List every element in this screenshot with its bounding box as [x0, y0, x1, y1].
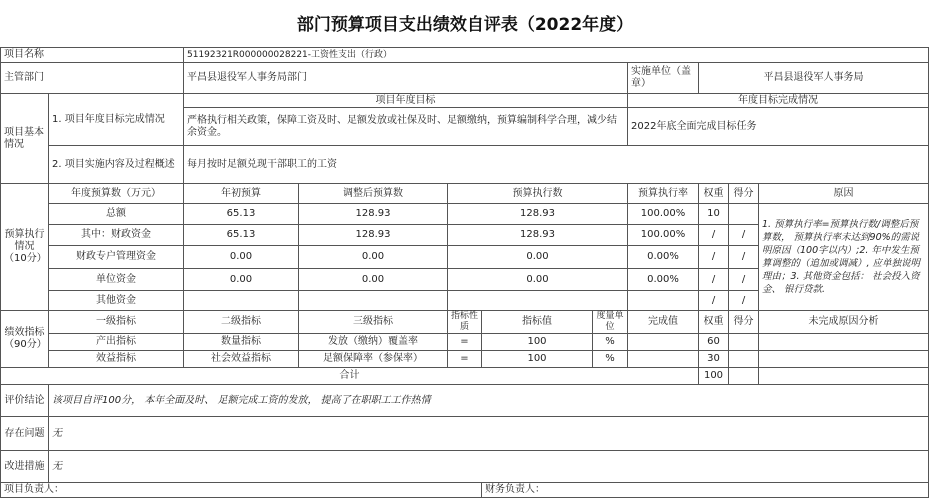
budget-initial[interactable] — [183, 290, 299, 311]
budget-name: 其他资金 — [48, 290, 184, 311]
perf-l2: 社会效益指标 — [183, 350, 299, 368]
budget-executed[interactable]: 0.00 — [447, 245, 628, 269]
budget-adjusted[interactable]: 0.00 — [298, 268, 448, 291]
budget-note: 1. 预算执行率=预算执行数/调整后预算数， 预算执行率未达到90%的需说明原因（100字以内）;2. 年中发生预算调整的（追加或调减）, 应单独说明理由；3. 其他资金包括： 社会投入资金、 银行贷款. — [758, 203, 929, 311]
budget-header: 得分 — [728, 183, 759, 204]
budget-weight[interactable]: / — [698, 268, 729, 291]
budget-name: 财政专户管理资金 — [48, 245, 184, 269]
perf-value[interactable]: 100 — [481, 350, 593, 368]
perf-weight[interactable]: 30 — [698, 350, 729, 368]
budget-header: 年初预算 — [183, 183, 299, 204]
budget-header: 调整后预算数 — [298, 183, 448, 204]
perf-done[interactable] — [627, 350, 699, 368]
budget-weight[interactable]: / — [698, 224, 729, 246]
perf-header: 权重 — [698, 310, 729, 334]
budget-rate[interactable]: 100.00% — [627, 224, 699, 246]
improve-text[interactable]: 无 — [48, 450, 929, 483]
perf-header: 一级指标 — [48, 310, 184, 334]
budget-name: 总额 — [48, 203, 184, 225]
budget-header: 预算执行数 — [447, 183, 628, 204]
dept-label: 主管部门 — [0, 62, 184, 94]
item2-text[interactable]: 每月按时足额兑现干部职工的工资 — [183, 145, 929, 184]
perf-header: 未完成原因分析 — [758, 310, 929, 334]
budget-executed[interactable]: 128.93 — [447, 203, 628, 225]
finance-label[interactable]: 财务负责人： — [481, 482, 929, 498]
budget-executed[interactable] — [447, 290, 628, 311]
owner-label[interactable]: 项目负责人： — [0, 482, 482, 498]
budget-adjusted[interactable] — [298, 290, 448, 311]
budget-rate[interactable]: 0.00% — [627, 245, 699, 269]
perf-header: 二级指标 — [183, 310, 299, 334]
budget-label: 预算执行情况（10分） — [0, 183, 49, 311]
total-weight: 100 — [698, 367, 729, 385]
perf-l2: 数量指标 — [183, 333, 299, 351]
budget-initial[interactable]: 65.13 — [183, 224, 299, 246]
perf-header: 指标值 — [481, 310, 593, 334]
budget-weight[interactable]: 10 — [698, 203, 729, 225]
budget-name: 其中：财政资金 — [48, 224, 184, 246]
perf-header: 得分 — [728, 310, 759, 334]
perf-done[interactable] — [627, 333, 699, 351]
budget-score[interactable]: / — [728, 268, 759, 291]
item1-label: 1. 项目年度目标完成情况 — [48, 93, 184, 146]
budget-executed[interactable]: 128.93 — [447, 224, 628, 246]
eval-label: 评价结论 — [0, 384, 49, 417]
total-score[interactable] — [728, 367, 759, 385]
problem-text[interactable]: 无 — [48, 416, 929, 451]
budget-rate[interactable]: 100.00% — [627, 203, 699, 225]
total-label: 合计 — [0, 367, 699, 385]
budget-score[interactable]: / — [728, 224, 759, 246]
project-name-label: 项目名称 — [0, 47, 184, 63]
perf-score[interactable] — [728, 333, 759, 351]
budget-rate[interactable]: 0.00% — [627, 268, 699, 291]
perf-weight[interactable]: 60 — [698, 333, 729, 351]
perf-reason[interactable] — [758, 350, 929, 368]
budget-name: 单位资金 — [48, 268, 184, 291]
perf-header: 指标性质 — [447, 310, 482, 334]
budget-executed[interactable]: 0.00 — [447, 268, 628, 291]
item1-goal[interactable]: 严格执行相关政策，保障工资及时、足额发放或社保及时、足额缴纳，预算编制科学合理，减少结余资金。 — [183, 107, 628, 146]
page-title: 部门预算项目支出绩效自评表（2022年度） — [296, 15, 634, 35]
perf-unit[interactable]: % — [592, 333, 628, 351]
goal-header: 项目年度目标 — [183, 93, 628, 108]
basic-label: 项目基本情况 — [0, 93, 49, 184]
impl-label: 实施单位（盖章） — [627, 62, 699, 94]
budget-weight[interactable]: / — [698, 245, 729, 269]
budget-adjusted[interactable]: 128.93 — [298, 224, 448, 246]
budget-adjusted[interactable]: 0.00 — [298, 245, 448, 269]
budget-score[interactable]: / — [728, 290, 759, 311]
perf-label: 绩效指标（90分） — [0, 310, 49, 368]
perf-nature[interactable]: = — [447, 333, 482, 351]
perf-header: 三级指标 — [298, 310, 448, 334]
perf-l1: 产出指标 — [48, 333, 184, 351]
budget-header: 预算执行率 — [627, 183, 699, 204]
budget-adjusted[interactable]: 128.93 — [298, 203, 448, 225]
perf-reason[interactable] — [758, 333, 929, 351]
perf-l1: 效益指标 — [48, 350, 184, 368]
done-header: 年度目标完成情况 — [627, 93, 929, 108]
budget-score[interactable] — [728, 203, 759, 225]
perf-l3: 发放（缴纳）覆盖率 — [298, 333, 448, 351]
perf-unit[interactable]: % — [592, 350, 628, 368]
budget-weight[interactable]: / — [698, 290, 729, 311]
perf-value[interactable]: 100 — [481, 333, 593, 351]
budget-initial[interactable]: 0.00 — [183, 245, 299, 269]
budget-initial[interactable]: 0.00 — [183, 268, 299, 291]
improve-label: 改进措施 — [0, 450, 49, 483]
problem-label: 存在问题 — [0, 416, 49, 451]
budget-score[interactable]: / — [728, 245, 759, 269]
item2-label: 2. 项目实施内容及过程概述 — [48, 145, 184, 184]
perf-header: 度量单位 — [592, 310, 628, 334]
dept-value[interactable]: 平昌县退役军人事务局部门 — [183, 62, 628, 94]
item1-done[interactable]: 2022年底全面完成目标任务 — [627, 107, 929, 146]
perf-score[interactable] — [728, 350, 759, 368]
impl-value[interactable]: 平昌县退役军人事务局 — [698, 62, 929, 94]
eval-text[interactable]: 该项目自评100分， 本年全面及时、 足额完成工资的发放， 提高了在职职工工作热情 — [48, 384, 929, 417]
budget-initial[interactable]: 65.13 — [183, 203, 299, 225]
project-name-value[interactable]: 51192321R000000028221-工资性支出（行政） — [183, 47, 929, 63]
budget-header: 权重 — [698, 183, 729, 204]
budget-header: 年度预算数（万元） — [48, 183, 184, 204]
perf-l3: 足额保障率（参保率） — [298, 350, 448, 368]
budget-rate[interactable] — [627, 290, 699, 311]
total-reason[interactable] — [758, 367, 929, 385]
perf-header: 完成值 — [627, 310, 699, 334]
budget-header: 原因 — [758, 183, 929, 204]
perf-nature[interactable]: = — [447, 350, 482, 368]
